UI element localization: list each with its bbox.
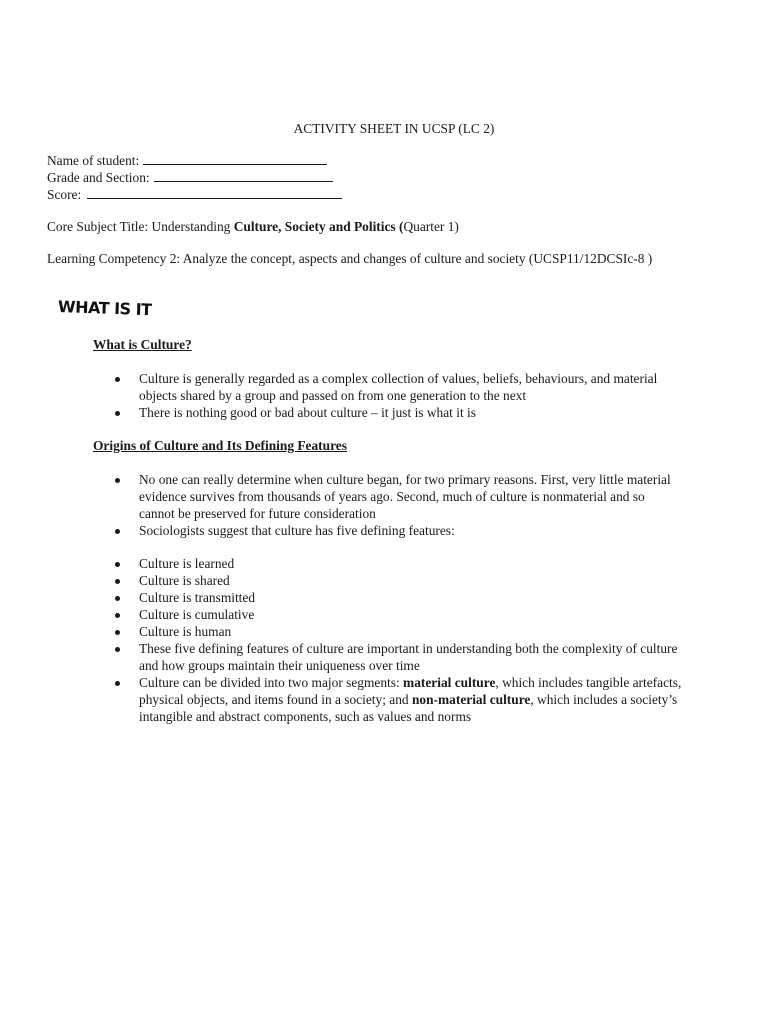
list-item — [93, 640, 683, 674]
list-item — [93, 606, 683, 623]
bullet-icon — [115, 377, 120, 382]
bullet-icon — [115, 478, 120, 483]
list-item-text: Culture is learned — [139, 556, 235, 571]
list-item — [93, 471, 683, 522]
defining-features-list — [93, 555, 683, 725]
list-item-text: Culture is transmitted — [139, 590, 256, 605]
origins-list — [93, 471, 683, 539]
grade-section-field — [47, 168, 342, 185]
bullet-icon — [115, 630, 120, 635]
score-field — [47, 185, 342, 202]
section-origins-title: Origins of Culture and Its Defining Features — [93, 438, 347, 453]
list-item — [93, 674, 683, 725]
list-item-text: Culture is human — [139, 624, 232, 639]
field-label: Score: — [47, 187, 82, 202]
learning-competency: Learning Competency 2: Analyze the concept, aspects and changes of culture and society (UCSP11/12DCSIc-8 ) — [47, 251, 653, 266]
list-item-text: Culture is cumulative — [139, 607, 255, 622]
list-item — [93, 522, 683, 539]
field-label: Name of student: — [47, 153, 140, 168]
bullet-icon — [115, 596, 120, 601]
list-item — [93, 555, 683, 572]
list-item — [93, 572, 683, 589]
list-item-text: There is nothing good or bad about culture – it just is what it is — [139, 405, 476, 420]
list-item-text: Sociologists suggest that culture has five defining features: — [139, 523, 455, 538]
score-blank-line[interactable] — [87, 185, 342, 199]
student-info-fields — [47, 151, 342, 202]
bullet-icon — [115, 529, 120, 534]
core-subject-prefix: Core Subject Title: Understanding — [47, 219, 234, 234]
page-title: ACTIVITY SHEET IN UCSP (LC 2) — [293, 121, 495, 136]
grade-section-blank-line[interactable] — [154, 168, 333, 182]
list-item-text: , which includes a society’s intangible and abstract components, such as values and norms — [139, 692, 678, 724]
list-item-text: No one can really determine when culture began, for two primary reasons. First, very little material evidence survives from thousands of years ago. Second, much of culture is nonmaterial and so cannot be preserved for future consideration — [139, 472, 671, 521]
list-item — [93, 589, 683, 606]
list-item — [93, 370, 683, 404]
bullet-icon — [115, 681, 120, 686]
name-blank-line[interactable] — [143, 151, 327, 165]
name-of-student-field — [47, 151, 342, 168]
list-item-text: , which includes tangible artefacts, physical objects, and items found in a society; and — [139, 675, 682, 707]
core-subject-suffix: Quarter 1) — [403, 219, 459, 234]
list-item-text: These five defining features of culture are important in understanding both the complexity of culture and how groups maintain their uniqueness over time — [139, 641, 678, 673]
what-is-it-heading: WHAT IS IT — [57, 297, 152, 320]
bullet-icon — [115, 647, 120, 652]
bullet-icon — [115, 613, 120, 618]
section-what-is-culture-title: What is Culture? — [93, 337, 192, 352]
list-item-text: Culture is shared — [139, 573, 230, 588]
list-item — [93, 623, 683, 640]
material-culture-term: material culture — [403, 675, 496, 690]
core-subject-title — [47, 218, 459, 235]
what-is-culture-list — [93, 370, 683, 421]
non-material-culture-term: non-material culture — [411, 692, 531, 707]
field-label: Grade and Section: — [47, 170, 150, 185]
bullet-icon — [115, 562, 120, 567]
bullet-icon — [115, 411, 120, 416]
list-item-text: Culture can be divided into two major segments: — [139, 675, 404, 690]
bullet-icon — [115, 579, 120, 584]
list-item — [93, 404, 683, 421]
core-subject-bold: Culture, Society and Politics ( — [233, 219, 404, 234]
list-item-text: Culture is generally regarded as a complex collection of values, beliefs, behaviours, and material objects shared by a group and passed on from one generation to the next — [139, 371, 658, 403]
